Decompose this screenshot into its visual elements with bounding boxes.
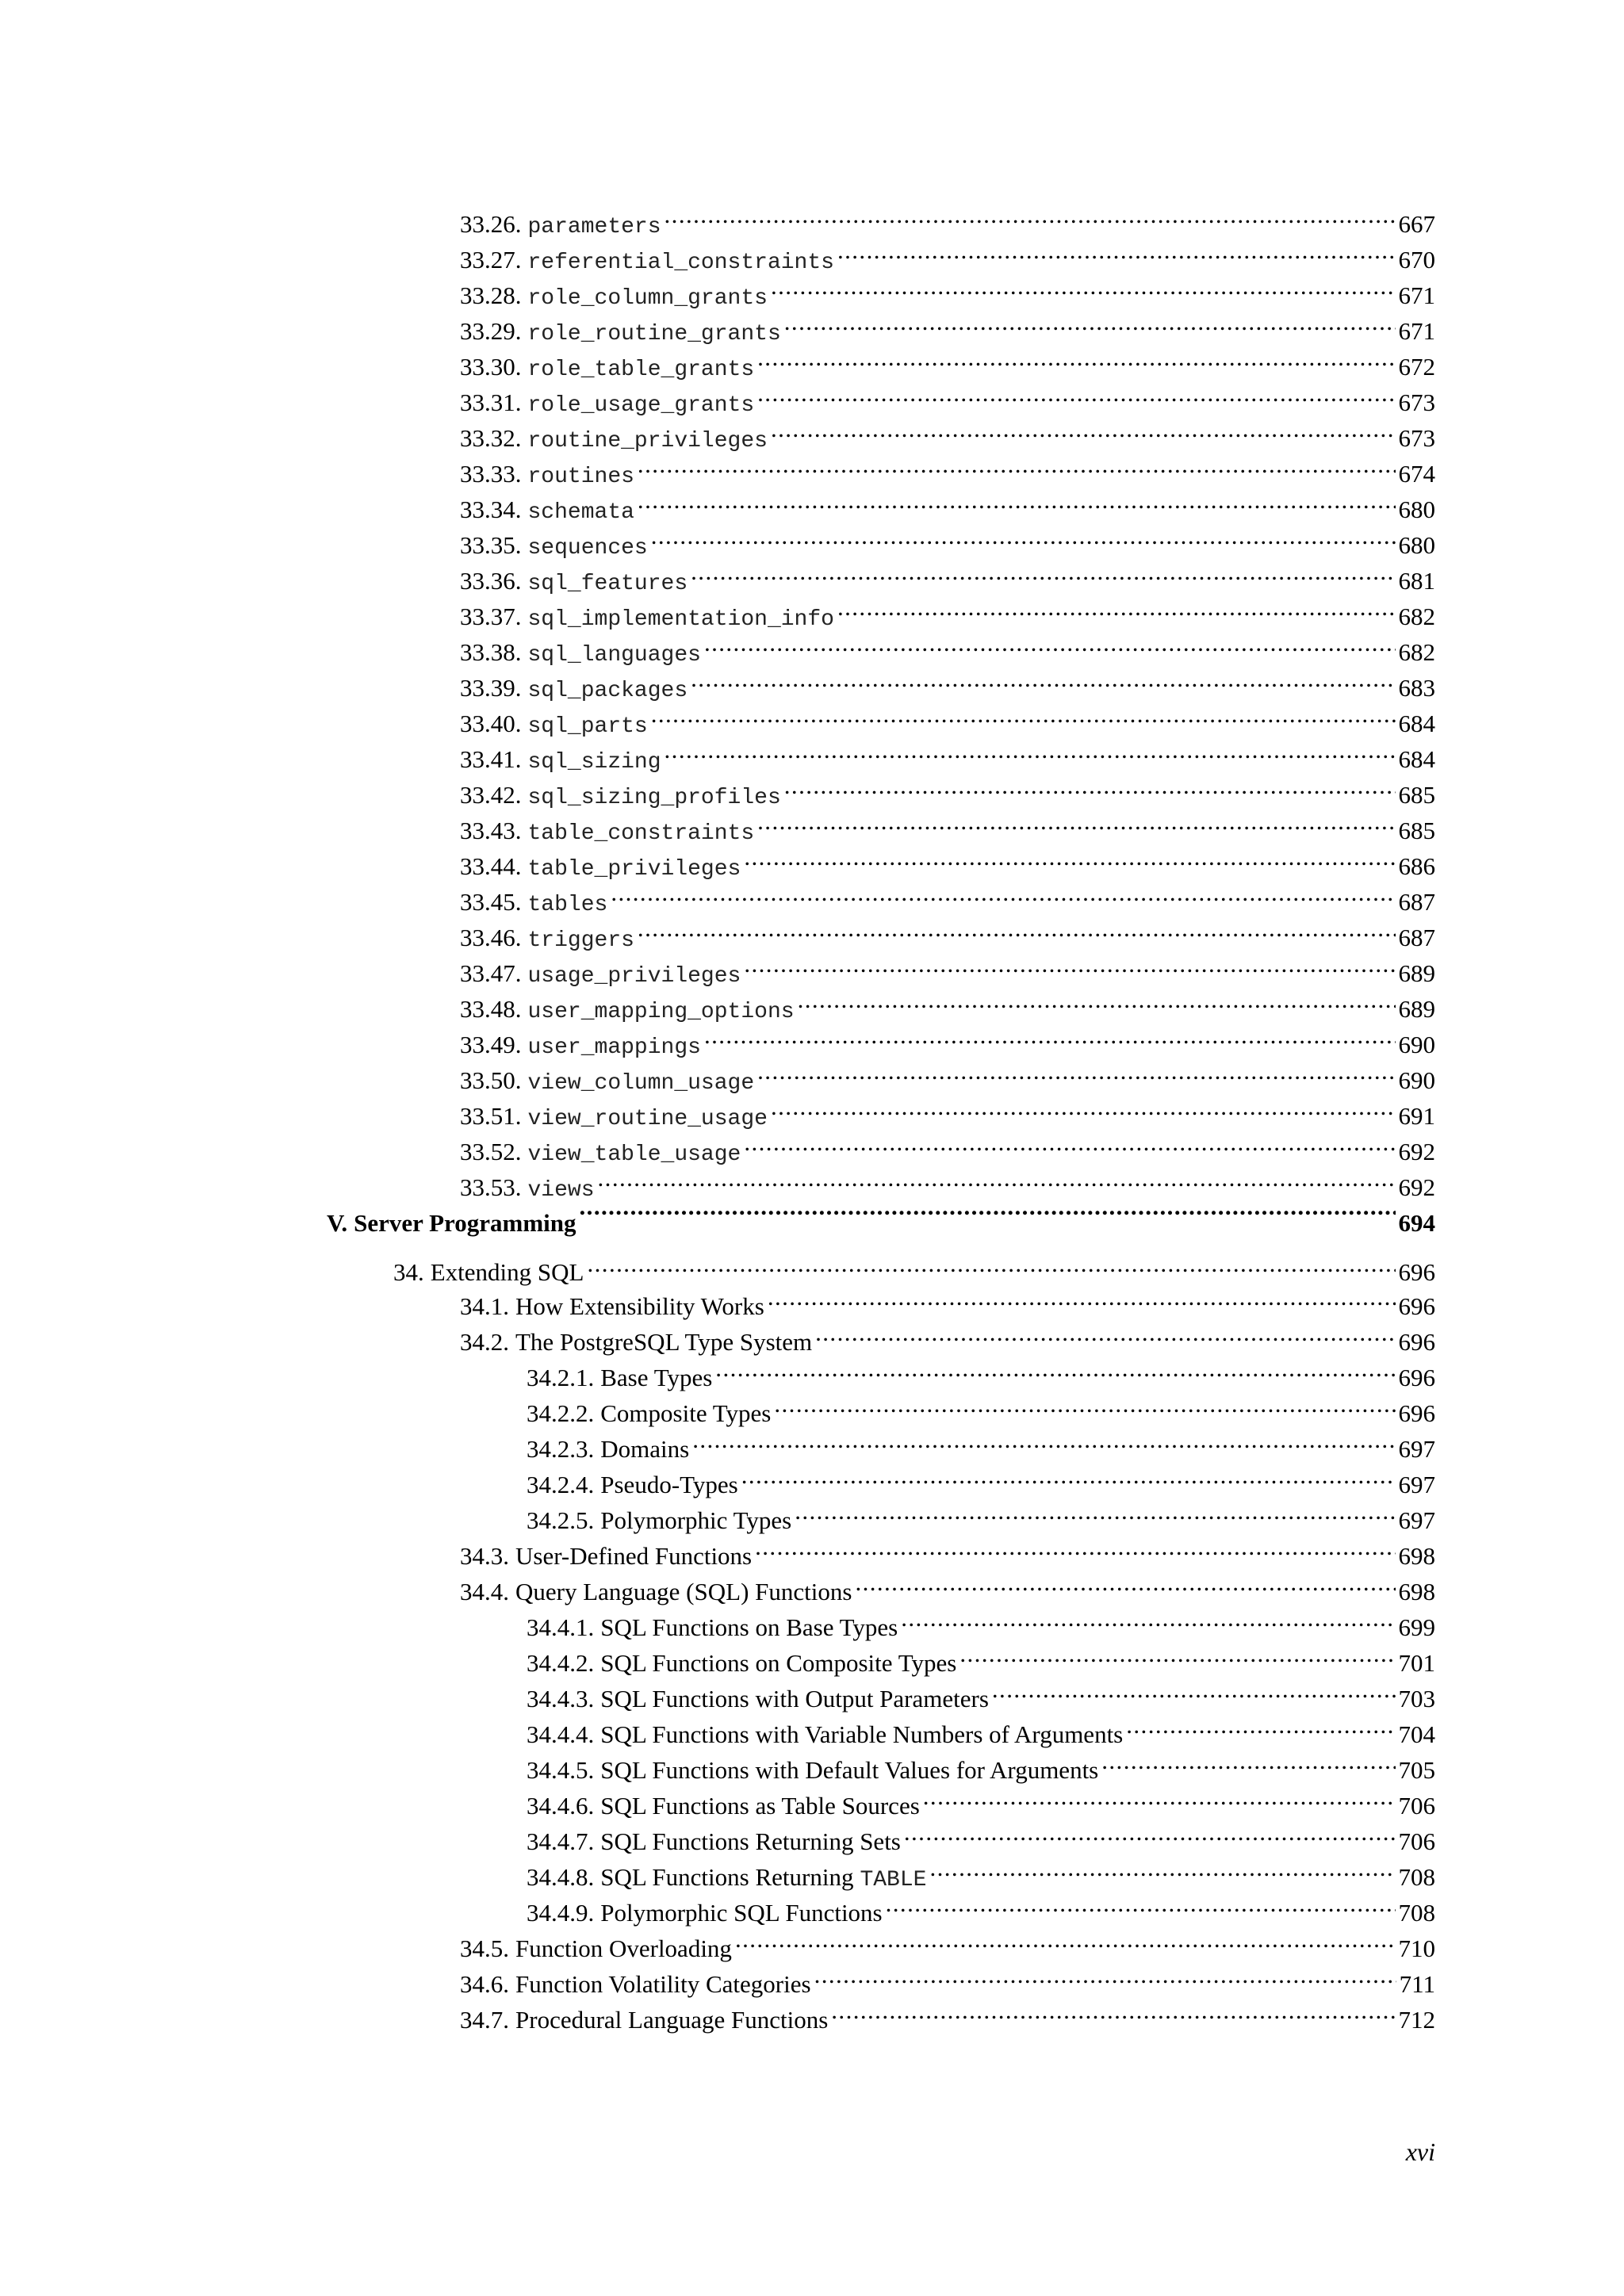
- dot-leader: [901, 1600, 1395, 1636]
- toc-entry-title: table_constraints: [527, 821, 755, 846]
- toc-entry[interactable]: [0, 1160, 1435, 1203]
- toc-entry-number: 33.37.: [460, 603, 522, 630]
- toc-entry-number: 34.4.3.: [527, 1685, 595, 1712]
- toc-entry-title: views: [527, 1178, 595, 1203]
- toc-entry[interactable]: [0, 1089, 1435, 1131]
- toc-entry-page-number: 685: [1398, 781, 1435, 809]
- toc-entry[interactable]: [0, 625, 1435, 668]
- toc-entry-page-number: 682: [1398, 638, 1435, 666]
- toc-entry-title: sql_sizing_profiles: [527, 786, 781, 810]
- toc-entry-title: triggers: [527, 928, 634, 953]
- dot-leader: [651, 518, 1396, 553]
- toc-entry-title: Polymorphic SQL Functions: [600, 1899, 883, 1927]
- toc-entry[interactable]: [0, 1564, 1435, 1605]
- toc-entry-number: 33.43.: [460, 817, 522, 844]
- toc-entry-title: schemata: [527, 500, 634, 525]
- toc-entry-page-number: 705: [1398, 1756, 1435, 1784]
- toc-entry-title: User-Defined Functions: [515, 1542, 753, 1570]
- dot-leader: [774, 1386, 1395, 1422]
- toc-entry-page-number: 691: [1398, 1102, 1435, 1130]
- toc-entry[interactable]: [0, 446, 1435, 489]
- page-number: xvi: [1405, 2137, 1435, 2166]
- table-of-contents: [0, 197, 1624, 2034]
- toc-entry-title: SQL Functions Returning: [600, 1863, 854, 1891]
- toc-entry-title: sql_sizing: [527, 750, 661, 775]
- toc-entry[interactable]: [0, 1124, 1435, 1167]
- dot-leader: [837, 232, 1396, 268]
- toc-entry-title: SQL Functions with Output Parameters: [600, 1685, 989, 1712]
- toc-entry-page-number: 687: [1398, 888, 1435, 916]
- toc-entry-page-number: 697: [1398, 1471, 1435, 1498]
- toc-entry-number: 34.5.: [460, 1934, 509, 1962]
- toc-entry-number: V.: [327, 1209, 348, 1237]
- toc-entry-title: Procedural Language Functions: [515, 2006, 829, 2034]
- toc-entry[interactable]: [0, 1921, 1435, 1962]
- dot-leader: [691, 553, 1395, 589]
- toc-entry-number: 34.4.6.: [527, 1792, 595, 1820]
- toc-entry-page-number: 684: [1398, 710, 1435, 737]
- toc-entry-title: usage_privileges: [527, 964, 741, 989]
- toc-entry-page-number: 671: [1398, 317, 1435, 345]
- toc-entry-number: 34.2.: [460, 1328, 509, 1356]
- dot-leader: [735, 1921, 1396, 1957]
- toc-entry-number: 34.1.: [460, 1292, 509, 1320]
- toc-entry-number: 34.4.1.: [527, 1613, 595, 1641]
- toc-entry[interactable]: [0, 1279, 1435, 1320]
- toc-entry-title: SQL Functions on Base Types: [600, 1613, 898, 1641]
- toc-entry[interactable]: [0, 732, 1435, 775]
- dot-leader: [904, 1814, 1396, 1850]
- dot-leader: [855, 1564, 1395, 1600]
- toc-entry-title: view_routine_usage: [527, 1107, 768, 1131]
- toc-entry-number: 34.2.3.: [527, 1435, 595, 1463]
- toc-entry[interactable]: [0, 339, 1435, 382]
- dot-leader: [744, 839, 1395, 874]
- toc-entry-number: 34.4.5.: [527, 1756, 595, 1784]
- toc-entry-number: 33.42.: [460, 781, 522, 809]
- toc-entry-page-number: 667: [1398, 210, 1435, 238]
- dot-leader: [814, 1957, 1396, 1992]
- toc-entry[interactable]: [0, 553, 1435, 596]
- toc-entry-title: referential_constraints: [527, 251, 834, 275]
- dot-leader: [741, 1457, 1396, 1493]
- toc-entry[interactable]: [0, 1017, 1435, 1060]
- dot-leader: [715, 1350, 1395, 1386]
- dot-leader: [798, 982, 1396, 1017]
- toc-entry-number: 33.46.: [460, 924, 522, 951]
- toc-entry-title: role_table_grants: [527, 358, 755, 382]
- toc-entry-number: 33.44.: [460, 852, 522, 880]
- toc-entry-page-number: 683: [1398, 674, 1435, 702]
- toc-entry-number: 34.3.: [460, 1542, 509, 1570]
- toc-entry-title: SQL Functions with Variable Numbers of Arguments: [600, 1720, 1124, 1748]
- dot-leader: [611, 874, 1395, 910]
- toc-entry-page-number: 708: [1398, 1863, 1435, 1891]
- dot-leader: [1101, 1743, 1395, 1778]
- toc-entry-title: Function Volatility Categories: [515, 1970, 811, 1998]
- toc-entry[interactable]: [0, 1529, 1435, 1570]
- toc-entry-title: Function Overloading: [515, 1934, 732, 1962]
- toc-entry-title: Domains: [600, 1435, 690, 1463]
- toc-entry-title: sql_implementation_info: [527, 607, 834, 632]
- toc-entry-page-number: 696: [1398, 1364, 1435, 1391]
- toc-entry[interactable]: [0, 982, 1435, 1024]
- toc-entry-page-number: 684: [1398, 745, 1435, 773]
- toc-entry-page-number: 697: [1398, 1506, 1435, 1534]
- toc-entry-number: 33.30.: [460, 353, 522, 381]
- toc-entry-number: 33.28.: [460, 281, 522, 309]
- toc-entry-page-number: 698: [1398, 1542, 1435, 1570]
- dot-leader: [704, 1017, 1396, 1053]
- toc-entry-number: 34.6.: [460, 1970, 509, 1998]
- toc-entry-title: user_mapping_options: [527, 1000, 795, 1024]
- toc-entry-title: routine_privileges: [527, 429, 768, 453]
- dot-leader: [704, 625, 1396, 660]
- toc-entry-number: 33.29.: [460, 317, 522, 345]
- toc-entry[interactable]: [0, 946, 1435, 989]
- dot-leader: [665, 197, 1396, 232]
- toc-entry-page-number: 703: [1398, 1685, 1435, 1712]
- toc-entry[interactable]: [0, 1778, 1435, 1820]
- dot-leader: [588, 1245, 1396, 1280]
- dot-leader: [744, 1124, 1395, 1160]
- toc-entry-page-number: 673: [1398, 388, 1435, 416]
- toc-entry-title: Composite Types: [600, 1399, 772, 1427]
- toc-entry-page-number: 706: [1398, 1827, 1435, 1855]
- toc-entry-page-number: 692: [1398, 1173, 1435, 1201]
- dot-leader: [755, 1529, 1395, 1564]
- toc-entry-number: 34.4.9.: [527, 1899, 595, 1927]
- dot-leader: [815, 1314, 1395, 1350]
- dot-leader: [768, 1279, 1396, 1314]
- toc-entry-number: 33.50.: [460, 1066, 522, 1094]
- toc-entry-page-number: 689: [1398, 995, 1435, 1023]
- toc-entry-page-number: 670: [1398, 246, 1435, 274]
- toc-entry[interactable]: [0, 1600, 1435, 1641]
- toc-entry-page-number: 687: [1398, 924, 1435, 951]
- toc-entry-page-number: 685: [1398, 817, 1435, 844]
- toc-entry[interactable]: [0, 1957, 1435, 1998]
- toc-entry[interactable]: [0, 1850, 1435, 1892]
- toc-entry-number: 34.4.2.: [527, 1649, 595, 1677]
- toc-entry[interactable]: [0, 910, 1435, 953]
- toc-entry[interactable]: [0, 1671, 1435, 1712]
- toc-entry-page-number: 680: [1398, 496, 1435, 523]
- toc-entry[interactable]: [0, 1814, 1435, 1855]
- toc-entry-title: sql_features: [527, 572, 688, 596]
- toc-entry-title: table_privileges: [527, 857, 741, 882]
- toc-entry-number: 34.: [393, 1258, 424, 1286]
- toc-entry-page-number: 696: [1398, 1292, 1435, 1320]
- toc-entry[interactable]: [0, 839, 1435, 882]
- toc-entry[interactable]: [0, 1493, 1435, 1534]
- toc-entry-number: 33.32.: [460, 424, 522, 452]
- toc-entry[interactable]: [0, 696, 1435, 739]
- toc-entry-title: routines: [527, 465, 634, 489]
- dot-leader: [923, 1778, 1396, 1814]
- toc-entry[interactable]: [0, 1885, 1435, 1927]
- toc-entry[interactable]: [0, 304, 1435, 346]
- toc-entry-number: 33.47.: [460, 959, 522, 987]
- toc-entry-page-number: 696: [1398, 1399, 1435, 1427]
- dot-leader: [598, 1160, 1396, 1196]
- dot-leader: [837, 589, 1396, 625]
- toc-entry[interactable]: [0, 589, 1435, 632]
- toc-entry-page-number: 672: [1398, 353, 1435, 381]
- toc-entry-number: 34.4.: [460, 1578, 509, 1605]
- toc-entry-page-number: 696: [1398, 1328, 1435, 1356]
- toc-entry-number: 34.2.5.: [527, 1506, 595, 1534]
- toc-entry-number: 33.35.: [460, 531, 522, 559]
- toc-entry-page-number: 712: [1398, 2006, 1435, 2034]
- toc-entry-page-number: 680: [1398, 531, 1435, 559]
- toc-entry-title: Query Language (SQL) Functions: [515, 1578, 852, 1605]
- toc-entry-page-number: 708: [1398, 1899, 1435, 1927]
- toc-entry-title: sequences: [527, 536, 648, 561]
- toc-entry-title: SQL Functions on Composite Types: [600, 1649, 957, 1677]
- dot-leader: [831, 1992, 1395, 2028]
- toc-entry-page-number: 697: [1398, 1435, 1435, 1463]
- toc-entry-page-number: 681: [1398, 567, 1435, 595]
- toc-entry[interactable]: [0, 1386, 1435, 1427]
- toc-entry-title: How Extensibility Works: [515, 1292, 764, 1320]
- dot-leader: [580, 1196, 1396, 1231]
- dot-leader: [929, 1850, 1395, 1885]
- dot-leader: [691, 660, 1395, 696]
- toc-entry-page-number: 690: [1398, 1031, 1435, 1058]
- dot-leader: [638, 446, 1396, 482]
- dot-leader: [784, 304, 1396, 339]
- dot-leader: [992, 1671, 1396, 1707]
- toc-entry-number: 34.4.8.: [527, 1863, 595, 1891]
- toc-entry-page-number: 671: [1398, 281, 1435, 309]
- toc-entry-title: Extending SQL: [430, 1258, 584, 1286]
- toc-entry-number: 33.26.: [460, 210, 522, 238]
- dot-leader: [771, 1089, 1396, 1124]
- toc-entry-title: SQL Functions Returning Sets: [600, 1827, 901, 1855]
- toc-entry-page-number: 673: [1398, 424, 1435, 452]
- dot-leader: [692, 1422, 1395, 1457]
- toc-entry[interactable]: [0, 874, 1435, 917]
- toc-entry[interactable]: [0, 1350, 1435, 1391]
- toc-entry-number: 33.34.: [460, 496, 522, 523]
- dot-leader: [665, 732, 1396, 767]
- toc-entry-page-number: 690: [1398, 1066, 1435, 1094]
- toc-entry-number: 34.4.4.: [527, 1720, 595, 1748]
- toc-entry-title: parameters: [527, 215, 661, 239]
- toc-entry-page-number: 689: [1398, 959, 1435, 987]
- toc-entry-title: sql_packages: [527, 679, 688, 703]
- toc-entry[interactable]: [0, 1992, 1435, 2034]
- dot-leader: [771, 268, 1396, 304]
- toc-entry-title: user_mappings: [527, 1035, 701, 1060]
- dot-leader: [757, 1053, 1395, 1089]
- toc-entry-number: 34.2.2.: [527, 1399, 595, 1427]
- toc-entry-page-number: 701: [1398, 1649, 1435, 1677]
- toc-entry-page-number: 692: [1398, 1138, 1435, 1165]
- toc-entry[interactable]: [0, 1196, 1435, 1245]
- toc-entry-page-number: 699: [1398, 1613, 1435, 1641]
- toc-entry[interactable]: [0, 660, 1435, 703]
- toc-entry-number: 33.36.: [460, 567, 522, 595]
- toc-entry[interactable]: [0, 268, 1435, 311]
- dot-leader: [795, 1493, 1395, 1529]
- toc-entry-title: Server Programming: [354, 1209, 576, 1237]
- toc-entry[interactable]: [0, 518, 1435, 561]
- toc-entry-number: 33.53.: [460, 1173, 522, 1201]
- toc-entry[interactable]: [0, 375, 1435, 418]
- toc-entry-page-number: 674: [1398, 460, 1435, 488]
- toc-entry-title: role_usage_grants: [527, 393, 755, 418]
- toc-entry[interactable]: [0, 232, 1435, 275]
- toc-entry-number: 34.7.: [460, 2006, 509, 2034]
- toc-entry[interactable]: [0, 411, 1435, 453]
- toc-entry-number: 33.33.: [460, 460, 522, 488]
- toc-entry-number: 33.52.: [460, 1138, 522, 1165]
- dot-leader: [638, 910, 1396, 946]
- toc-entry[interactable]: [0, 767, 1435, 810]
- toc-entry[interactable]: [0, 1636, 1435, 1677]
- toc-entry-page-number: 686: [1398, 852, 1435, 880]
- toc-entry-number: 33.51.: [460, 1102, 522, 1130]
- dot-leader: [757, 803, 1395, 839]
- toc-entry[interactable]: [0, 1053, 1435, 1096]
- toc-entry-number: 33.40.: [460, 710, 522, 737]
- toc-entry[interactable]: [0, 1245, 1435, 1286]
- toc-entry[interactable]: [0, 1707, 1435, 1748]
- toc-entry-number: 33.45.: [460, 888, 522, 916]
- dot-leader: [757, 375, 1395, 411]
- toc-entry-title: sql_parts: [527, 714, 648, 739]
- toc-entry-page-number: 711: [1399, 1970, 1435, 1998]
- toc-entry-number: 34.2.1.: [527, 1364, 595, 1391]
- toc-entry-number: 34.4.7.: [527, 1827, 595, 1855]
- toc-entry-title: view_column_usage: [527, 1071, 755, 1096]
- toc-entry-title: view_table_usage: [527, 1142, 741, 1167]
- toc-entry-page-number: 706: [1398, 1792, 1435, 1820]
- toc-entry-title: role_routine_grants: [527, 322, 781, 346]
- toc-entry-title: Polymorphic Types: [600, 1506, 792, 1534]
- toc-entry[interactable]: [0, 482, 1435, 525]
- toc-entry-page-number: 698: [1398, 1578, 1435, 1605]
- toc-entry-title: role_column_grants: [527, 286, 768, 311]
- toc-entry[interactable]: [0, 1743, 1435, 1784]
- toc-entry-number: 33.48.: [460, 995, 522, 1023]
- toc-entry-number: 33.39.: [460, 674, 522, 702]
- dot-leader: [771, 411, 1396, 446]
- toc-entry-title: The PostgreSQL Type System: [515, 1328, 813, 1356]
- toc-entry-title: Pseudo-Types: [600, 1471, 738, 1498]
- toc-entry[interactable]: [0, 803, 1435, 846]
- toc-entry-page-number: 694: [1398, 1209, 1435, 1237]
- toc-entry[interactable]: [0, 197, 1435, 239]
- toc-entry-page-number: 696: [1398, 1258, 1435, 1286]
- toc-entry-number: 33.27.: [460, 246, 522, 274]
- toc-entry-number: 33.38.: [460, 638, 522, 666]
- toc-entry-title: sql_languages: [527, 643, 701, 668]
- dot-leader: [886, 1885, 1396, 1921]
- toc-entry-code-suffix: TABLE: [860, 1868, 927, 1892]
- toc-entry-title: SQL Functions as Table Sources: [600, 1792, 920, 1820]
- dot-leader: [757, 339, 1395, 375]
- toc-entry-number: 33.49.: [460, 1031, 522, 1058]
- toc-entry-title: tables: [527, 893, 608, 917]
- dot-leader: [784, 767, 1396, 803]
- toc-entry-page-number: 710: [1398, 1934, 1435, 1962]
- dot-leader: [651, 696, 1396, 732]
- toc-entry[interactable]: [0, 1422, 1435, 1463]
- toc-entry-number: 33.41.: [460, 745, 522, 773]
- dot-leader: [1126, 1707, 1395, 1743]
- toc-entry-page-number: 682: [1398, 603, 1435, 630]
- toc-entry[interactable]: [0, 1314, 1435, 1356]
- dot-leader: [638, 482, 1396, 518]
- toc-entry-number: 33.31.: [460, 388, 522, 416]
- toc-entry-number: 34.2.4.: [527, 1471, 595, 1498]
- toc-entry[interactable]: [0, 1457, 1435, 1498]
- toc-entry-page-number: 704: [1398, 1720, 1435, 1748]
- dot-leader: [959, 1636, 1395, 1671]
- toc-entry-title: Base Types: [600, 1364, 713, 1391]
- toc-entry-title: SQL Functions with Default Values for Arguments: [600, 1756, 1099, 1784]
- dot-leader: [744, 946, 1395, 982]
